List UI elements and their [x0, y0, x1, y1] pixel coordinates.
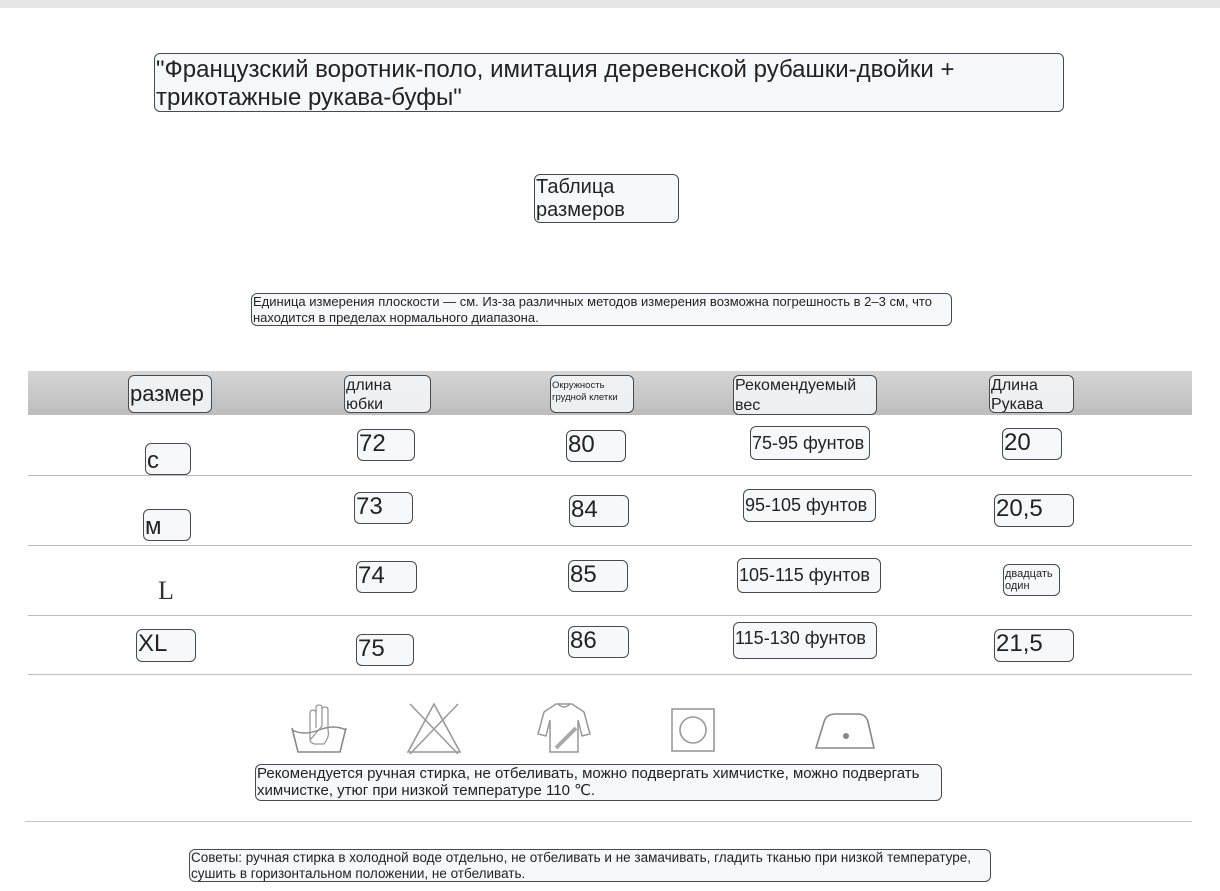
hand-wash-icon [286, 700, 352, 756]
care-instructions: Рекомендуется ручная стирка, не отбеливать, можно подвергать химчистке, можно подвергать химчистке, утюг при низкой температуре 110 ℃. [255, 764, 942, 801]
cell-sleeve-length: 20,5 [994, 494, 1074, 527]
cell-weight: 75-95 фунтов [750, 426, 870, 460]
cell-skirt-length: 75 [356, 634, 414, 666]
top-bar [0, 0, 1220, 8]
care-tips: Советы: ручная стирка в холодной воде отдельно, не отбеливать и не замачивать, гладить тканью при низкой температуре, сушить в горизонтальном положении, не отбеливать. [189, 849, 991, 882]
cell-chest: 85 [568, 560, 628, 592]
cell-skirt-length: 74 [356, 561, 417, 593]
header-size: размер [128, 375, 212, 413]
tumble-dry-icon [668, 705, 718, 755]
cell-sleeve-length: двадцать один [1003, 564, 1060, 596]
cell-weight: 105-115 фунтов [737, 558, 881, 593]
header-chest: Окружность грудной клетки [550, 375, 634, 413]
low-iron-icon [812, 708, 878, 754]
row-divider [28, 674, 1192, 675]
cell-size: с [145, 443, 191, 475]
cell-weight: 95-105 фунтов [743, 489, 876, 522]
cell-skirt-length: 73 [354, 492, 413, 524]
cell-skirt-length: 72 [357, 429, 415, 461]
header-sleeve-length: Длина Рукава [989, 375, 1074, 413]
section-divider [25, 821, 1192, 822]
cell-chest: 80 [566, 430, 626, 462]
product-title: "Французский воротник-поло, имитация деревенской рубашки-двойки + трикотажные рукава-буфы" [154, 53, 1064, 112]
no-bleach-icon [402, 698, 466, 758]
header-weight: Рекомендуемый вес [733, 375, 877, 415]
cell-size: L [158, 576, 174, 605]
cell-sleeve-length: 20 [1002, 428, 1062, 460]
size-chart-heading: Таблица размеров [534, 174, 679, 223]
cell-size: м [143, 509, 191, 541]
cell-chest: 84 [569, 495, 629, 527]
cell-weight: 115-130 фунтов [733, 622, 877, 659]
dry-clean-icon [534, 698, 594, 758]
row-divider [28, 545, 1192, 546]
cell-sleeve-length: 21,5 [994, 629, 1074, 662]
row-divider [28, 615, 1192, 616]
row-divider [28, 475, 1192, 476]
cell-chest: 86 [568, 626, 629, 658]
cell-size: XL [136, 629, 196, 662]
header-skirt-length: длина юбки [344, 375, 431, 413]
measurement-note: Единица измерения плоскости — см. Из-за различных методов измерения возможна погрешность в 2–3 см, что находится в пределах нормального диапазона. [251, 293, 952, 326]
